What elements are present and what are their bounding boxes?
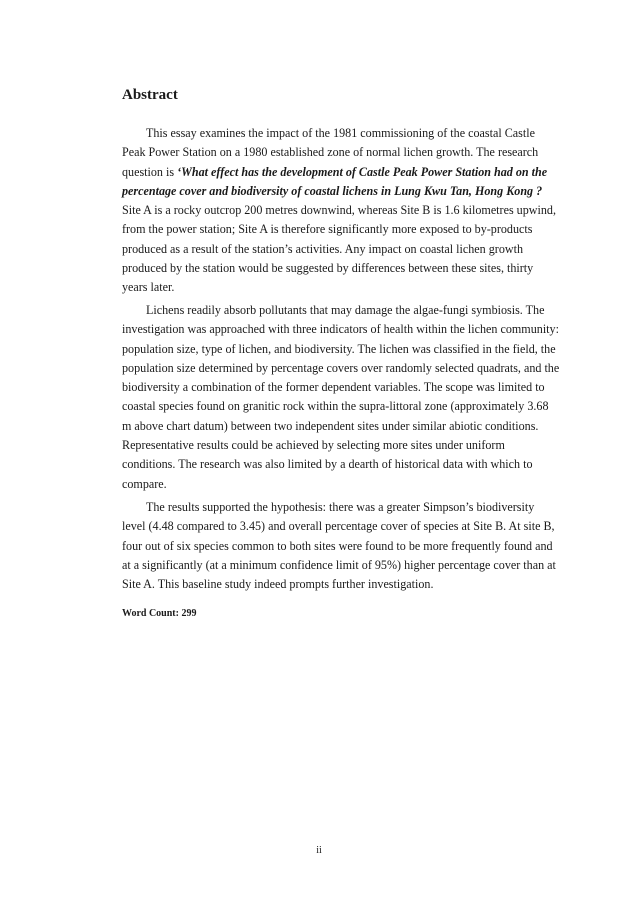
abstract-paragraph-3 [122,498,560,594]
paragraph-1-intro: This essay examines the impact of the 1981 commissioning of the coastal Castle Peak Power Station on a 1980 established zone of normal lichen growth. The research question is [122,126,539,179]
research-question: ‘What effect has the development of Castle Peak Power Station had on the percentage cover and biodiversity of coastal lichens in Lung Kwu Tan, Hong Kong ? [122,164,548,198]
paragraph-3-text: The results supported the hypothesis: there was a greater Simpson’s biodiversity level (4.48 compared to 3.45) and overall percentage cover of species at Site B. At site B, four out of six species common to both sites were found to be more frequently found and at a significantly (at a minimum confidence limit of 95%) higher percentage cover than at Site A. This baseline study indeed prompts further investigation. [122,500,556,592]
abstract-paragraph-2 [122,301,560,494]
page-number: ii [316,845,322,856]
abstract-heading: Abstract [122,87,178,103]
abstract-paragraph-1 [122,124,560,298]
paragraph-1-rest: Site A is a rocky outcrop 200 metres downwind, whereas Site B is 1.6 kilometres upwind, from the power station; Site A is therefore significantly more exposed to by-products produced as a result of the station’s activities. Any impact on coastal lichen growth produced by the station would be suggested by differences between these sites, thirty years later. [122,203,556,295]
paragraph-2-text: Lichens readily absorb pollutants that may damage the algae-fungi symbiosis. The investigation was approached with three indicators of health within the lichen community: population size, type of lichen, and biodiversity. The lichen was classified in the field, the population size determined by percentage covers over randomly selected quadrats, and the biodiversity a combination of the former dependent variables. The scope was limited to coastal species found on granitic rock within the supra-littoral zone (approximately 3.68 m above chart datum) between two independent sites under similar abiotic conditions. Representative results could be achieved by selecting more sites under uniform conditions. The research was also limited by a dearth of historical data with which to compare. [122,303,560,491]
word-count: Word Count: 299 [122,608,197,619]
